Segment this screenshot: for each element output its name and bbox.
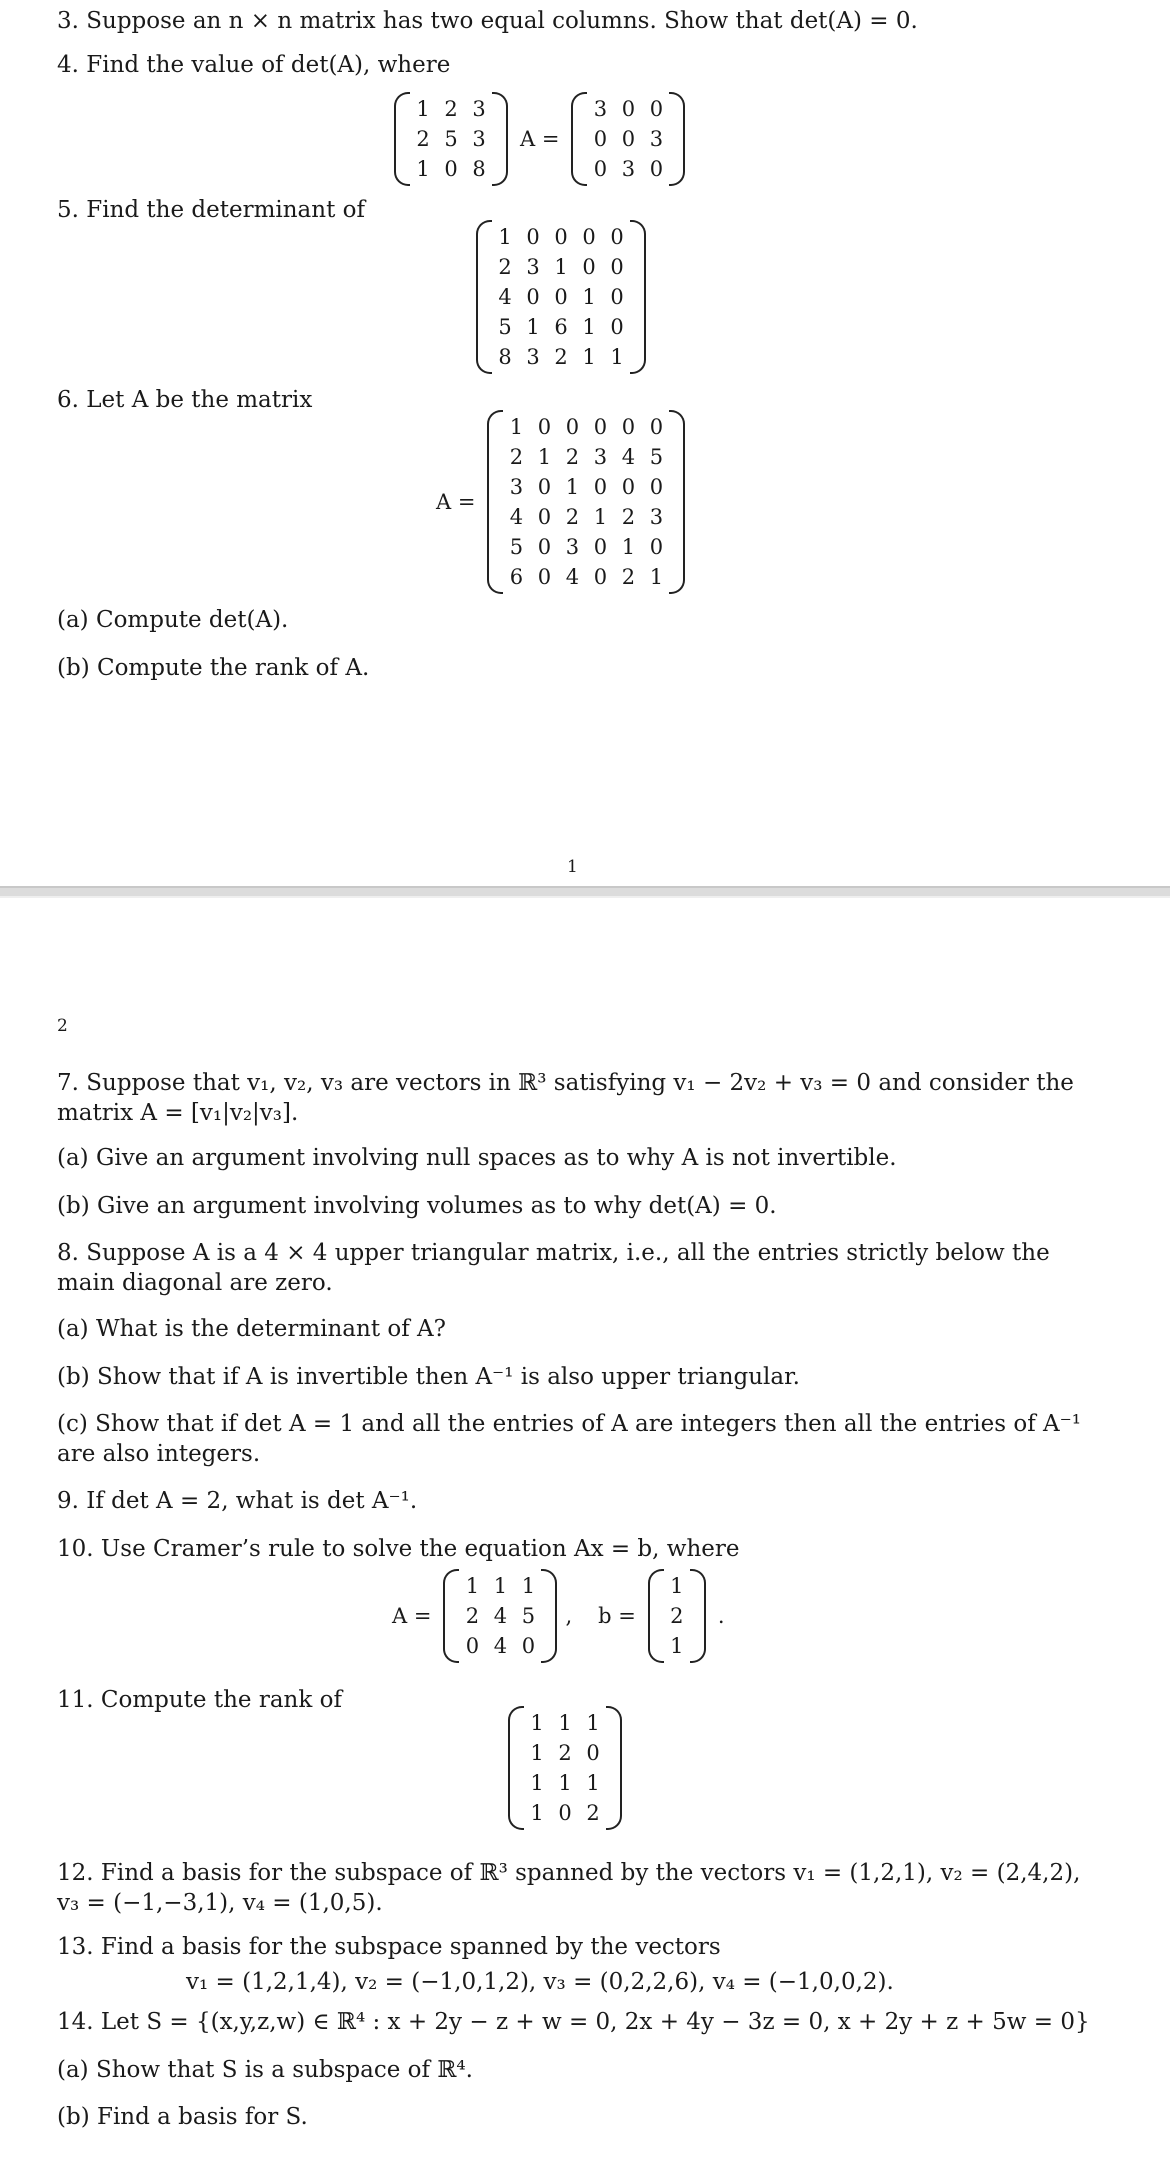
matrix-entry: 1 (521, 1574, 536, 1598)
matrix-entry: 3 (621, 157, 636, 181)
matrix-entry: 1 (558, 1771, 572, 1795)
q10-separator: , (565, 1604, 573, 1628)
matrix-entry: 0 (537, 565, 552, 589)
matrix-entry: 2 (621, 505, 636, 529)
matrix-entry: 0 (558, 1801, 572, 1825)
matrix-entry: 4 (509, 505, 524, 529)
q6-equation (424, 410, 685, 594)
matrix-entry: 1 (670, 1634, 684, 1658)
matrix-entry: 0 (586, 1741, 600, 1765)
page-1 (0, 0, 1170, 886)
matrix-entry: 3 (509, 475, 524, 499)
matrix-entry: 0 (610, 255, 624, 279)
q10-end: . (717, 1604, 725, 1628)
matrix-entry: 2 (621, 565, 636, 589)
matrix-entry: 3 (649, 127, 664, 151)
question-8b: (b) Show that if A is invertible then A⁻¹ is also upper triangular. (57, 1364, 800, 1390)
matrix-entry: 1 (509, 415, 524, 439)
matrix-entry: 3 (593, 445, 608, 469)
q6-matrix (487, 410, 685, 594)
question-6: 6. Let A be the matrix (57, 387, 313, 413)
matrix-entry: 1 (670, 1574, 684, 1598)
question-10: 10. Use Cramer’s rule to solve the equation Ax = b, where (57, 1536, 740, 1562)
matrix-entry: 1 (537, 445, 552, 469)
matrix-entry: 0 (526, 285, 540, 309)
matrix-entry: 1 (649, 565, 664, 589)
matrix-entry: 0 (554, 285, 568, 309)
question-7b: (b) Give an argument involving volumes as to why det(A) = 0. (57, 1193, 777, 1219)
matrix-entry: 0 (526, 225, 540, 249)
page-number: 2 (57, 1016, 68, 1036)
question-13: 13. Find a basis for the subspace spanned by the vectors (57, 1934, 721, 1960)
matrix-entry: 6 (554, 315, 568, 339)
matrix-entry: 0 (621, 127, 636, 151)
matrix-entry: 0 (537, 415, 552, 439)
page-2 (0, 898, 1170, 2157)
matrix-entry: 2 (670, 1604, 684, 1628)
matrix-entry: 2 (498, 255, 512, 279)
q11-matrix (508, 1706, 622, 1830)
question-8a: (a) What is the determinant of A? (57, 1316, 446, 1342)
matrix-entry: 0 (649, 97, 664, 121)
matrix-entry: 1 (416, 97, 430, 121)
matrix-entry: 0 (593, 565, 608, 589)
matrix-entry: 1 (558, 1711, 572, 1735)
matrix-entry: 5 (444, 127, 458, 151)
matrix-entry: 5 (509, 535, 524, 559)
question-8c: (c) Show that if det A = 1 and all the entries of A are integers then all the entries of A⁻¹ are also integers. (57, 1411, 1081, 1467)
question-9: 9. If det A = 2, what is det A⁻¹. (57, 1488, 418, 1514)
matrix-entry: 0 (593, 415, 608, 439)
matrix-entry: 1 (465, 1574, 480, 1598)
matrix-entry: 0 (610, 315, 624, 339)
matrix-entry: 1 (498, 225, 512, 249)
matrix-entry: 2 (465, 1604, 480, 1628)
q10-matrix-a (443, 1569, 557, 1663)
matrix-entry: 0 (621, 415, 636, 439)
matrix-entry: 1 (582, 285, 596, 309)
matrix-entry: 0 (649, 475, 664, 499)
question-7a: (a) Give an argument involving null spaces as to why A is not invertible. (57, 1145, 897, 1171)
matrix-entry: 4 (493, 1604, 508, 1628)
q5-equation (476, 220, 646, 374)
matrix-entry: 2 (586, 1801, 600, 1825)
q10-b-label: b = (598, 1604, 636, 1628)
matrix-entry: 2 (509, 445, 524, 469)
matrix-entry: 0 (537, 505, 552, 529)
matrix-entry: 1 (593, 505, 608, 529)
matrix-entry: 8 (472, 157, 486, 181)
matrix-entry: 3 (526, 345, 540, 369)
q4-equation (394, 92, 685, 186)
question-3: 3. Suppose an n × n matrix has two equal columns. Show that det(A) = 0. (57, 8, 918, 34)
matrix-entry: 3 (565, 535, 580, 559)
matrix-entry: 2 (565, 445, 580, 469)
matrix-entry: 0 (565, 415, 580, 439)
matrix-entry: 2 (444, 97, 458, 121)
matrix-entry: 0 (593, 475, 608, 499)
q4-matrix-right (571, 92, 685, 186)
matrix-entry: 8 (498, 345, 512, 369)
matrix-entry: 1 (530, 1741, 544, 1765)
matrix-entry: 1 (530, 1711, 544, 1735)
matrix-entry: 4 (565, 565, 580, 589)
matrix-entry: 6 (509, 565, 524, 589)
question-14a: (a) Show that S is a subspace of ℝ⁴. (57, 2057, 473, 2083)
matrix-entry: 1 (586, 1771, 600, 1795)
matrix-entry: 1 (554, 255, 568, 279)
matrix-entry: 1 (586, 1711, 600, 1735)
matrix-entry: 0 (649, 157, 664, 181)
matrix-entry: 0 (649, 535, 664, 559)
matrix-entry: 4 (621, 445, 636, 469)
matrix-entry: 4 (498, 285, 512, 309)
matrix-entry: 1 (621, 535, 636, 559)
matrix-entry: 1 (526, 315, 540, 339)
matrix-entry: 1 (416, 157, 430, 181)
q10-a-label: A = (392, 1604, 432, 1628)
q5-matrix (476, 220, 646, 374)
q4-label: A = (520, 127, 560, 151)
matrix-entry: 0 (444, 157, 458, 181)
question-13-vectors: v₁ = (1,2,1,4), v₂ = (−1,0,1,2), v₃ = (0,2,2,6), v₄ = (−1,0,0,2). (186, 1969, 894, 1995)
question-8: 8. Suppose A is a 4 × 4 upper triangular matrix, i.e., all the entries strictly below the main diagonal are zero. (57, 1240, 1050, 1296)
matrix-entry: 2 (558, 1741, 572, 1765)
matrix-entry: 2 (554, 345, 568, 369)
matrix-entry: 1 (530, 1771, 544, 1795)
matrix-entry: 3 (526, 255, 540, 279)
matrix-entry: 3 (593, 97, 608, 121)
matrix-entry: 2 (565, 505, 580, 529)
q4-matrix-left (394, 92, 508, 186)
matrix-entry: 0 (521, 1634, 536, 1658)
q10-equation (380, 1569, 737, 1663)
question-14b: (b) Find a basis for S. (57, 2104, 308, 2130)
matrix-entry: 1 (610, 345, 624, 369)
matrix-entry: 5 (649, 445, 664, 469)
matrix-entry: 0 (537, 475, 552, 499)
matrix-entry: 0 (582, 255, 596, 279)
q6-label: A = (436, 490, 476, 514)
question-5: 5. Find the determinant of (57, 197, 365, 223)
matrix-entry: 0 (621, 475, 636, 499)
matrix-entry: 0 (649, 415, 664, 439)
matrix-entry: 1 (493, 1574, 508, 1598)
matrix-entry: 1 (565, 475, 580, 499)
matrix-entry: 0 (554, 225, 568, 249)
matrix-entry: 1 (530, 1801, 544, 1825)
matrix-entry: 0 (593, 157, 608, 181)
matrix-entry: 3 (472, 97, 486, 121)
matrix-entry: 0 (610, 285, 624, 309)
matrix-entry: 1 (582, 345, 596, 369)
matrix-entry: 3 (649, 505, 664, 529)
matrix-entry: 0 (610, 225, 624, 249)
matrix-entry: 0 (621, 97, 636, 121)
page-separator (0, 886, 1170, 898)
question-4: 4. Find the value of det(A), where (57, 52, 451, 78)
matrix-entry: 0 (593, 127, 608, 151)
page-number: 1 (567, 857, 578, 877)
matrix-entry: 0 (537, 535, 552, 559)
matrix-entry: 3 (472, 127, 486, 151)
matrix-entry: 1 (582, 315, 596, 339)
matrix-entry: 5 (521, 1604, 536, 1628)
question-7: 7. Suppose that v₁, v₂, v₃ are vectors in ℝ³ satisfying v₁ − 2v₂ + v₃ = 0 and consider the matrix A = [v₁|v₂|v₃]. (57, 1070, 1074, 1126)
question-11: 11. Compute the rank of (57, 1687, 342, 1713)
matrix-entry: 0 (593, 535, 608, 559)
matrix-entry: 4 (493, 1634, 508, 1658)
question-6b: (b) Compute the rank of A. (57, 655, 370, 681)
question-6a: (a) Compute det(A). (57, 607, 289, 633)
question-14: 14. Let S = {(x,y,z,w) ∈ ℝ⁴ : x + 2y − z + w = 0, 2x + 4y − 3z = 0, x + 2y + z + 5w = 0} (57, 2009, 1090, 2035)
matrix-entry: 0 (582, 225, 596, 249)
q10-vector-b (648, 1569, 706, 1663)
q11-equation (508, 1706, 622, 1830)
question-12: 12. Find a basis for the subspace of ℝ³ spanned by the vectors v₁ = (1,2,1), v₂ = (2,4,2), v₃ = (−1,−3,1), v₄ = (1,0,5). (57, 1860, 1081, 1916)
matrix-entry: 5 (498, 315, 512, 339)
matrix-entry: 0 (465, 1634, 480, 1658)
matrix-entry: 2 (416, 127, 430, 151)
